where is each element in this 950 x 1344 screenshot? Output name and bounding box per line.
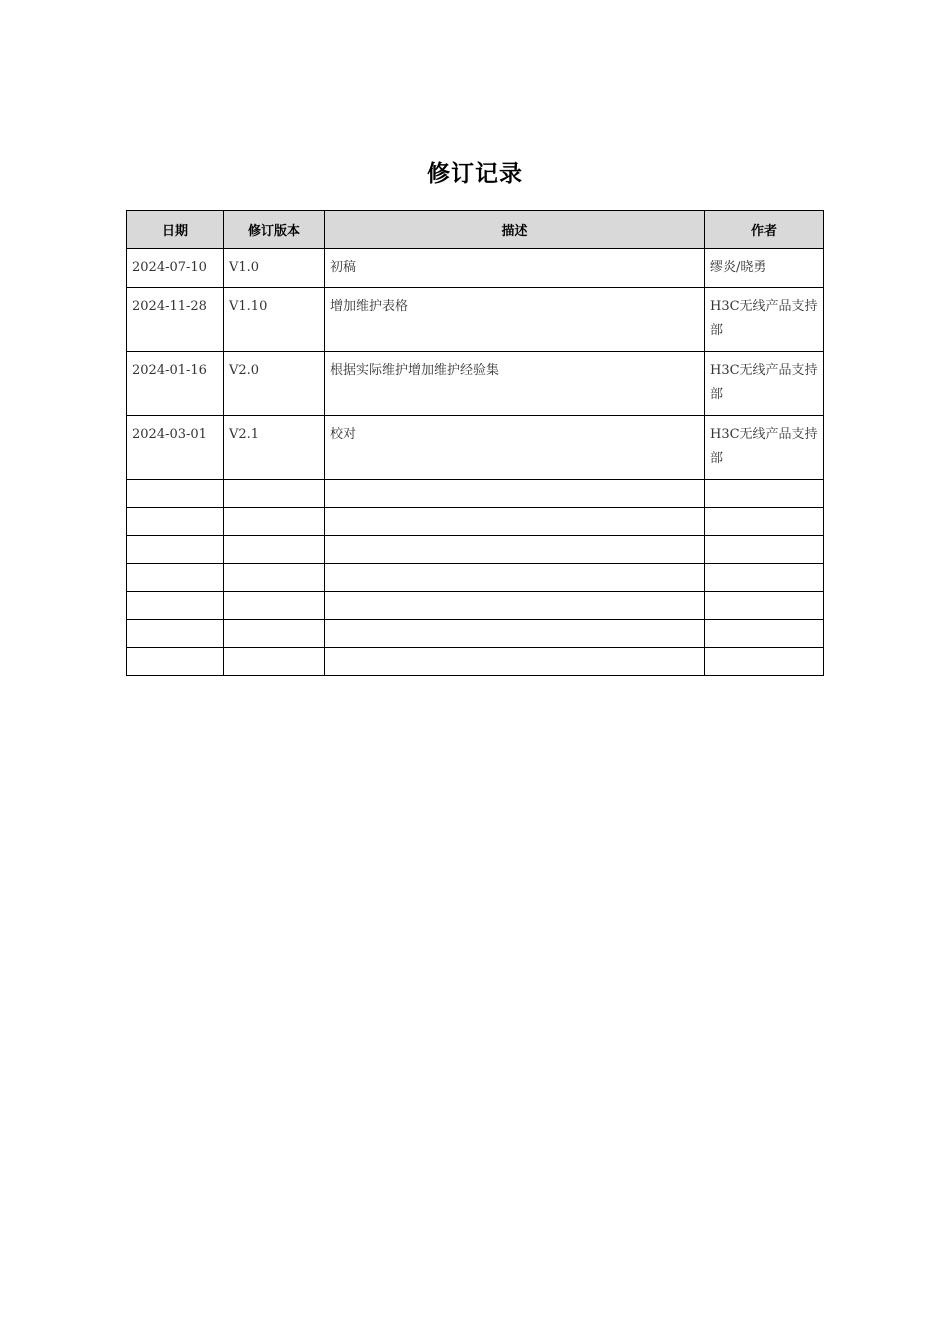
cell-date [127, 536, 224, 564]
cell-version: V2.0 [224, 352, 325, 416]
cell-date: 2024-03-01 [127, 416, 224, 480]
table-row-empty [127, 564, 824, 592]
cell-description [325, 648, 705, 676]
cell-version: V2.1 [224, 416, 325, 480]
revision-history-table [126, 210, 824, 676]
table-row [127, 352, 824, 416]
header-version: 修订版本 [224, 211, 325, 249]
cell-date [127, 620, 224, 648]
cell-description: 根据实际维护增加维护经验集 [325, 352, 705, 416]
cell-author [705, 480, 824, 508]
cell-description: 初稿 [325, 249, 705, 288]
table-row [127, 288, 824, 352]
table-row-empty [127, 620, 824, 648]
cell-date: 2024-11-28 [127, 288, 224, 352]
cell-version [224, 592, 325, 620]
cell-version: V1.0 [224, 249, 325, 288]
cell-description [325, 620, 705, 648]
cell-author: H3C无线产品支持部 [705, 288, 824, 352]
cell-author: H3C无线产品支持部 [705, 416, 824, 480]
cell-author [705, 508, 824, 536]
cell-version [224, 564, 325, 592]
header-author: 作者 [705, 211, 824, 249]
cell-author [705, 620, 824, 648]
cell-date [127, 480, 224, 508]
header-description: 描述 [325, 211, 705, 249]
cell-version [224, 480, 325, 508]
cell-author: 缪炎/晓勇 [705, 249, 824, 288]
table-row [127, 249, 824, 288]
cell-date: 2024-07-10 [127, 249, 224, 288]
cell-version [224, 536, 325, 564]
cell-description [325, 536, 705, 564]
cell-author [705, 648, 824, 676]
cell-date [127, 508, 224, 536]
cell-date [127, 564, 224, 592]
table-row-empty [127, 648, 824, 676]
cell-description [325, 564, 705, 592]
cell-date [127, 592, 224, 620]
cell-version [224, 620, 325, 648]
table-header-row [127, 211, 824, 249]
cell-version: V1.10 [224, 288, 325, 352]
cell-version [224, 508, 325, 536]
cell-description [325, 592, 705, 620]
cell-description [325, 480, 705, 508]
cell-description: 增加维护表格 [325, 288, 705, 352]
table-row-empty [127, 508, 824, 536]
cell-author [705, 536, 824, 564]
cell-date: 2024-01-16 [127, 352, 224, 416]
page-title: 修订记录 [427, 161, 523, 187]
cell-date [127, 648, 224, 676]
cell-author [705, 592, 824, 620]
table-row-empty [127, 480, 824, 508]
cell-description: 校对 [325, 416, 705, 480]
cell-author: H3C无线产品支持部 [705, 352, 824, 416]
header-date: 日期 [127, 211, 224, 249]
table-row-empty [127, 536, 824, 564]
cell-version [224, 648, 325, 676]
cell-description [325, 508, 705, 536]
cell-author [705, 564, 824, 592]
table-row-empty [127, 592, 824, 620]
table-row [127, 416, 824, 480]
